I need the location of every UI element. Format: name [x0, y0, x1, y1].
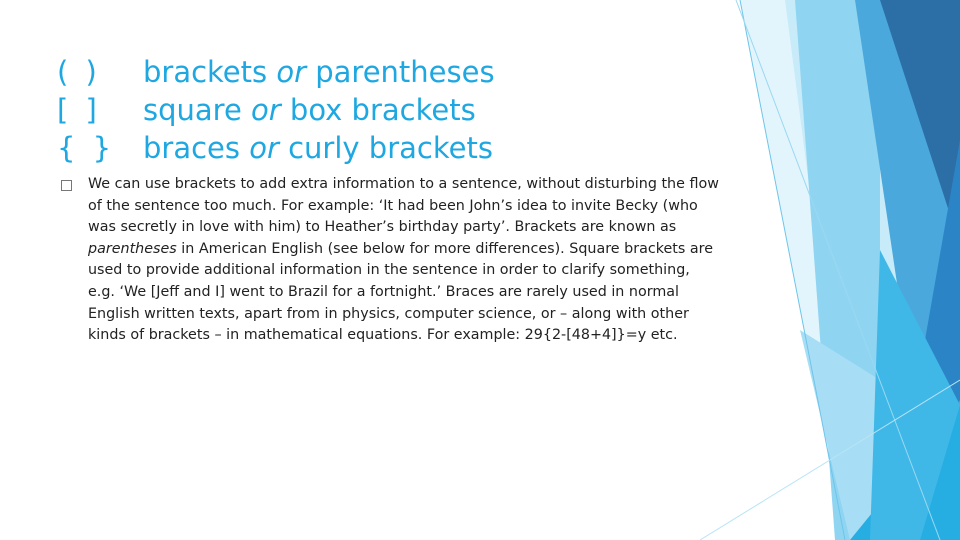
- bracket-name-alternate: parentheses: [315, 55, 495, 89]
- paragraph-text-part-1: We can use brackets to add extra information to a sentence, without disturbing the flow of the sentence too much. For example: ‘It had been John’s idea to invite Becky (who was secretly in love with him) to Heather’s birthday party’. Brackets are known as: [88, 176, 719, 236]
- or-word: or: [249, 131, 279, 165]
- bracket-name-primary: braces: [143, 131, 240, 165]
- bullet-box-icon: [61, 180, 72, 191]
- bracket-symbols: { }: [57, 131, 116, 165]
- or-word: or: [251, 93, 281, 127]
- paragraph-italic-term: parentheses: [88, 240, 177, 257]
- bracket-symbols: [ ]: [57, 93, 101, 127]
- bracket-symbols: ( ): [57, 55, 101, 89]
- bracket-name-primary: brackets: [143, 55, 268, 89]
- bracket-phrase: [143, 52, 495, 92]
- bracket-phrase: [143, 128, 493, 168]
- bracket-name-primary: square: [143, 93, 242, 127]
- paragraph-text-part-2: in American English (see below for more differences). Square brackets are used to provide additional information in the sentence in order to clarify something, e.g. ‘We [Jeff and I] went to Brazil for a fortnight.’ Braces are rarely used in normal English written texts, apart from in physics, computer science, or – along with other kinds of brackets – in mathematical equations. For example: 29{2-[48+4]}=y etc.: [88, 240, 713, 344]
- or-word: or: [276, 55, 307, 89]
- bracket-name-alternate: box brackets: [289, 93, 476, 127]
- bracket-phrase: [143, 90, 476, 130]
- body-paragraph: [88, 174, 720, 347]
- bracket-name-alternate: curly brackets: [288, 131, 493, 165]
